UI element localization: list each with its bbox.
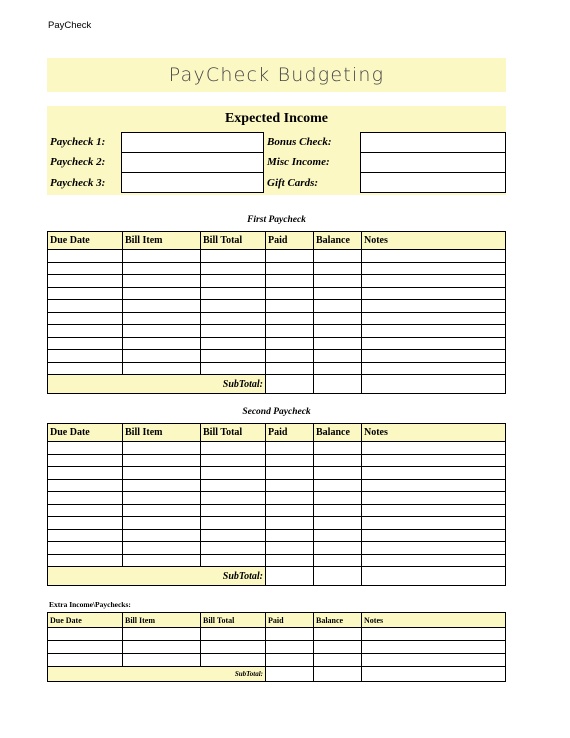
column-header: Balance xyxy=(314,424,362,442)
paycheck-1-field[interactable] xyxy=(121,132,264,153)
first-paycheck-title: First Paycheck xyxy=(247,215,306,225)
table-row[interactable] xyxy=(48,517,506,530)
table-row[interactable] xyxy=(48,325,506,338)
subtotal-balance-cell[interactable] xyxy=(314,567,362,586)
table-row[interactable] xyxy=(48,287,506,300)
paycheck-1-label: Paycheck 1: xyxy=(50,136,106,148)
second-paycheck-table xyxy=(47,423,506,586)
table-row[interactable] xyxy=(48,262,506,275)
column-header: Paid xyxy=(266,424,314,442)
subtotal-row xyxy=(48,375,506,394)
subtotal-notes-cell[interactable] xyxy=(362,667,506,682)
second-paycheck-title: Second Paycheck xyxy=(242,407,311,417)
table-row[interactable] xyxy=(48,554,506,567)
column-header: Notes xyxy=(362,424,506,442)
document-label: PayCheck xyxy=(48,20,92,31)
table-row[interactable] xyxy=(48,250,506,263)
table-header-row xyxy=(48,232,506,250)
table-row[interactable] xyxy=(48,362,506,375)
table-row[interactable] xyxy=(48,529,506,542)
table-row[interactable] xyxy=(48,300,506,313)
table-row[interactable] xyxy=(48,492,506,505)
column-header: Bill Total xyxy=(201,424,266,442)
subtotal-label: SubTotal: xyxy=(48,375,266,394)
column-header: Bill Item xyxy=(123,613,201,628)
table-row[interactable] xyxy=(48,504,506,517)
gift-cards-label: Gift Cards: xyxy=(267,177,319,189)
column-header: Notes xyxy=(362,232,506,250)
subtotal-label: SubTotal: xyxy=(48,567,266,586)
expected-income-heading: Expected Income xyxy=(224,111,329,126)
subtotal-balance-cell[interactable] xyxy=(314,375,362,394)
subtotal-row xyxy=(48,667,506,682)
extra-income-title: Extra Income\Paychecks: xyxy=(49,600,131,609)
table-row[interactable] xyxy=(48,337,506,350)
paycheck-2-label: Paycheck 2: xyxy=(50,156,106,168)
subtotal-balance-cell[interactable] xyxy=(314,667,362,682)
paycheck-2-field[interactable] xyxy=(121,152,264,173)
extra-income-table xyxy=(47,612,506,682)
table-row[interactable] xyxy=(48,641,506,654)
subtotal-row xyxy=(48,567,506,586)
table-row[interactable] xyxy=(48,479,506,492)
column-header: Due Date xyxy=(48,232,123,250)
misc-income-field[interactable] xyxy=(360,152,506,173)
column-header: Bill Item xyxy=(123,424,201,442)
expected-income-panel xyxy=(47,106,506,195)
table-row[interactable] xyxy=(48,628,506,641)
bonus-check-field[interactable] xyxy=(360,132,506,153)
page-title: PayCheck Budgeting xyxy=(47,58,506,92)
column-header: Due Date xyxy=(48,424,123,442)
column-header: Bill Total xyxy=(201,232,266,250)
paycheck-3-label: Paycheck 3: xyxy=(50,177,106,189)
column-header: Bill Total xyxy=(201,613,266,628)
bonus-check-label: Bonus Check: xyxy=(267,136,332,148)
gift-cards-field[interactable] xyxy=(360,172,506,193)
table-header-row xyxy=(48,613,506,628)
table-row[interactable] xyxy=(48,350,506,363)
misc-income-label: Misc Income: xyxy=(267,156,330,168)
column-header: Balance xyxy=(314,613,362,628)
column-header: Balance xyxy=(314,232,362,250)
table-row[interactable] xyxy=(48,467,506,480)
subtotal-notes-cell[interactable] xyxy=(362,567,506,586)
subtotal-notes-cell[interactable] xyxy=(362,375,506,394)
column-header: Bill Item xyxy=(123,232,201,250)
paycheck-3-field[interactable] xyxy=(121,172,264,193)
subtotal-paid-cell[interactable] xyxy=(266,567,314,586)
column-header: Paid xyxy=(266,232,314,250)
table-row[interactable] xyxy=(48,454,506,467)
column-header: Due Date xyxy=(48,613,123,628)
subtotal-paid-cell[interactable] xyxy=(266,375,314,394)
table-row[interactable] xyxy=(48,275,506,288)
subtotal-paid-cell[interactable] xyxy=(266,667,314,682)
subtotal-label: SubTotal: xyxy=(48,667,266,682)
table-row[interactable] xyxy=(48,654,506,667)
column-header: Paid xyxy=(266,613,314,628)
table-row[interactable] xyxy=(48,442,506,455)
table-row[interactable] xyxy=(48,312,506,325)
column-header: Notes xyxy=(362,613,506,628)
table-row[interactable] xyxy=(48,542,506,555)
first-paycheck-table xyxy=(47,231,506,394)
table-header-row xyxy=(48,424,506,442)
